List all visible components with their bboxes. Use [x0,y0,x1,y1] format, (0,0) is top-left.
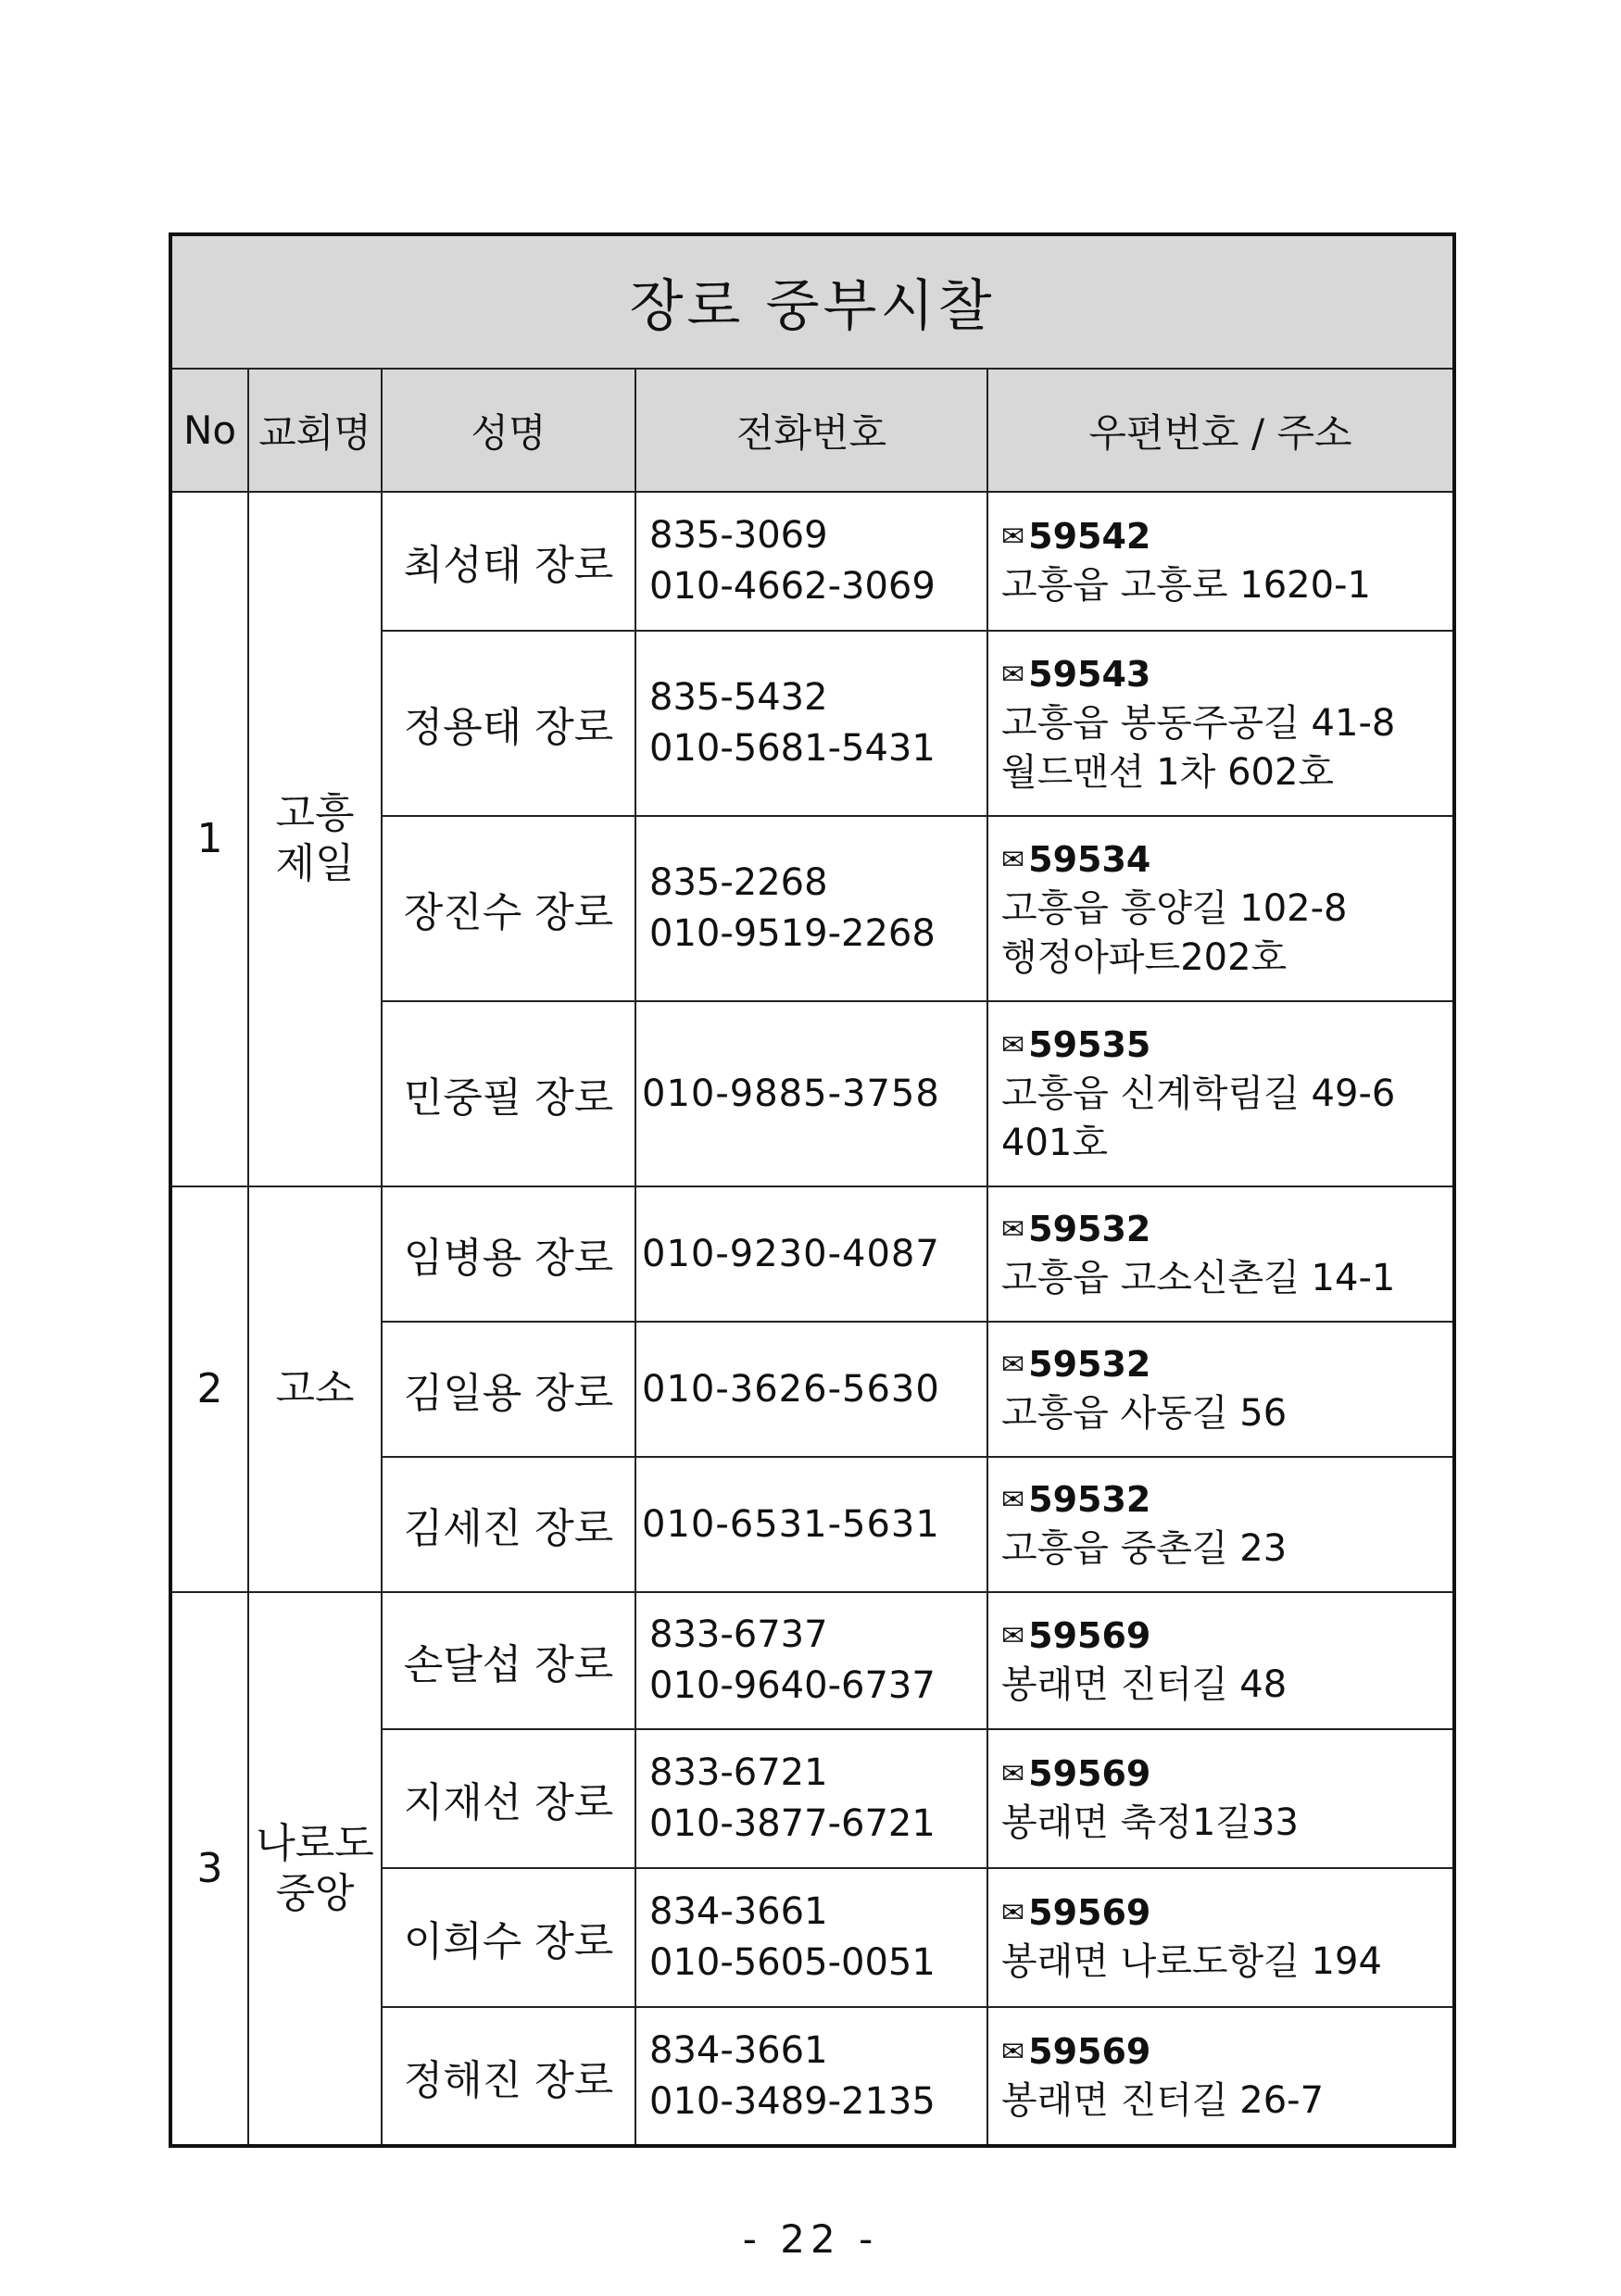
header-name: 성명 [382,369,635,492]
phone-number: 835-5432 [649,676,828,719]
address-cell [987,492,1454,631]
phone-number: 835-3069 [649,514,828,557]
address-line: 고흥읍 고흥로 1620-1 [1001,564,1371,607]
phone-number: 010-9640-6737 [649,1664,936,1707]
group-number: 2 [170,1186,248,1592]
address-cell [987,1729,1454,1868]
table-row [170,1592,1454,1729]
postal-code-icon: ✉ [1001,1484,1025,1516]
phone-cell [635,1186,987,1322]
address-cell [987,2007,1454,2146]
church-name-line: 고소 [275,1365,355,1412]
address-line: 고흥읍 흥양길 102-8 [1001,886,1348,930]
postal-code [1001,650,1452,699]
address-cell [987,1186,1454,1322]
postal-code-value: 59534 [1028,838,1151,880]
church-name-line: 중앙 [275,1869,355,1917]
postal-code [1001,835,1452,885]
elder-name: 김일용 장로 [382,1322,635,1457]
address-line: 월드맨션 1차 602호 [1001,750,1335,794]
phone-cell [635,1322,987,1457]
postal-code [1001,1340,1452,1389]
postal-code-value: 59535 [1028,1023,1151,1065]
table-row [170,1186,1454,1322]
phone-cell [635,1457,987,1592]
postal-code-icon: ✉ [1001,843,1025,876]
phone-number: 010-3877-6721 [649,1802,936,1845]
address-cell [987,1001,1454,1186]
postal-code-icon: ✉ [1001,1897,1025,1929]
postal-code-value: 59569 [1028,1753,1151,1794]
header-address: 우편번호 / 주소 [987,369,1454,492]
phone-number: 010-3489-2135 [649,2079,936,2123]
address-line: 봉래면 진터길 26-7 [1001,2078,1325,2122]
postal-code-icon: ✉ [1001,2035,1025,2068]
postal-code-icon: ✉ [1001,1213,1025,1246]
header-phone: 전화번호 [635,369,987,492]
postal-code-value: 59569 [1028,1615,1151,1656]
address-line: 고흥읍 봉동주공길 41-8 [1001,701,1396,745]
elder-name: 정용태 장로 [382,631,635,816]
header-church: 교회명 [248,369,382,492]
phone-number: 835-2268 [649,861,828,904]
directory-table [169,232,1456,2148]
postal-code-value: 59542 [1028,516,1151,557]
church-name [248,492,382,1186]
address-line: 고흥읍 중촌길 23 [1001,1527,1288,1570]
phone-cell [635,1592,987,1729]
phone-cell [635,2007,987,2146]
church-name [248,1186,382,1592]
postal-code [1001,2027,1452,2076]
postal-code-value: 59569 [1028,1892,1151,1933]
phone-number: 010-9519-2268 [649,912,936,955]
elder-name: 정해진 장로 [382,2007,635,2146]
address-line: 봉래면 진터길 48 [1001,1663,1288,1706]
phone-number: 010-4662-3069 [649,565,936,608]
elder-name: 손달섭 장로 [382,1592,635,1729]
address-line: 고흥읍 고소신촌길 14-1 [1001,1257,1396,1299]
postal-code-value: 59532 [1028,1479,1151,1520]
group-number: 1 [170,492,248,1186]
address-cell [987,1868,1454,2007]
table-row [170,492,1454,631]
phone-number: 010-6531-5631 [642,1502,940,1546]
address-line: 고흥읍 사동길 56 [1001,1392,1288,1435]
postal-code-icon: ✉ [1001,1349,1025,1381]
phone-cell [635,631,987,816]
elder-name: 민중필 장로 [382,1001,635,1186]
phone-cell [635,1001,987,1186]
church-name-line: 나로도 [256,1819,374,1867]
postal-code [1001,1750,1452,1799]
address-cell [987,1592,1454,1729]
phone-number: 833-6737 [649,1613,828,1656]
group-number: 3 [170,1592,248,2146]
page-number: - 22 - [742,2216,879,2262]
phone-number: 010-5605-0051 [649,1941,936,1984]
header-no: No [170,369,248,492]
address-cell [987,1457,1454,1592]
elder-name: 임병용 장로 [382,1186,635,1322]
address-cell [987,1322,1454,1457]
elder-name: 지재선 장로 [382,1729,635,1868]
postal-code-icon: ✉ [1001,658,1025,691]
phone-number: 833-6721 [649,1751,828,1794]
address-line: 401호 [1001,1121,1108,1164]
postal-code-value: 59543 [1028,653,1151,695]
phone-cell [635,492,987,631]
postal-code-icon: ✉ [1001,1758,1025,1790]
phone-number: 010-5681-5431 [649,727,936,770]
postal-code [1001,1475,1452,1524]
postal-code-icon: ✉ [1001,1028,1025,1061]
address-line: 행정아파트202호 [1001,935,1288,979]
elder-name: 장진수 장로 [382,816,635,1001]
postal-code-icon: ✉ [1001,1620,1025,1652]
postal-code-value: 59532 [1028,1209,1151,1249]
elder-name: 최성태 장로 [382,492,635,631]
address-line: 고흥읍 신계학림길 49-6 [1001,1072,1396,1115]
elder-name: 김세진 장로 [382,1457,635,1592]
postal-code [1001,1205,1452,1254]
postal-code-icon: ✉ [1001,521,1025,553]
phone-cell [635,1868,987,2007]
phone-cell [635,1729,987,1868]
church-name [248,1592,382,2146]
church-name-line: 제일 [275,840,355,887]
address-cell [987,816,1454,1001]
postal-code [1001,512,1452,561]
postal-code-value: 59569 [1028,2030,1151,2072]
postal-code [1001,1021,1452,1070]
address-cell [987,631,1454,816]
phone-number: 010-9230-4087 [642,1232,940,1275]
phone-cell [635,816,987,1001]
table-body [170,492,1454,2146]
phone-number: 010-9885-3758 [642,1072,940,1115]
elder-name: 이희수 장로 [382,1868,635,2007]
address-line: 봉래면 나로도항길 194 [1001,1940,1382,1983]
phone-number: 834-3661 [649,2028,828,2072]
postal-code-value: 59532 [1028,1344,1151,1385]
table-title: 장로 중부시찰 [170,234,1454,369]
address-line: 봉래면 축정1길33 [1001,1801,1299,1844]
phone-number: 010-3626-5630 [642,1367,940,1411]
postal-code [1001,1888,1452,1938]
postal-code [1001,1612,1452,1661]
church-name-line: 고흥 [275,790,355,837]
phone-number: 834-3661 [649,1890,828,1933]
